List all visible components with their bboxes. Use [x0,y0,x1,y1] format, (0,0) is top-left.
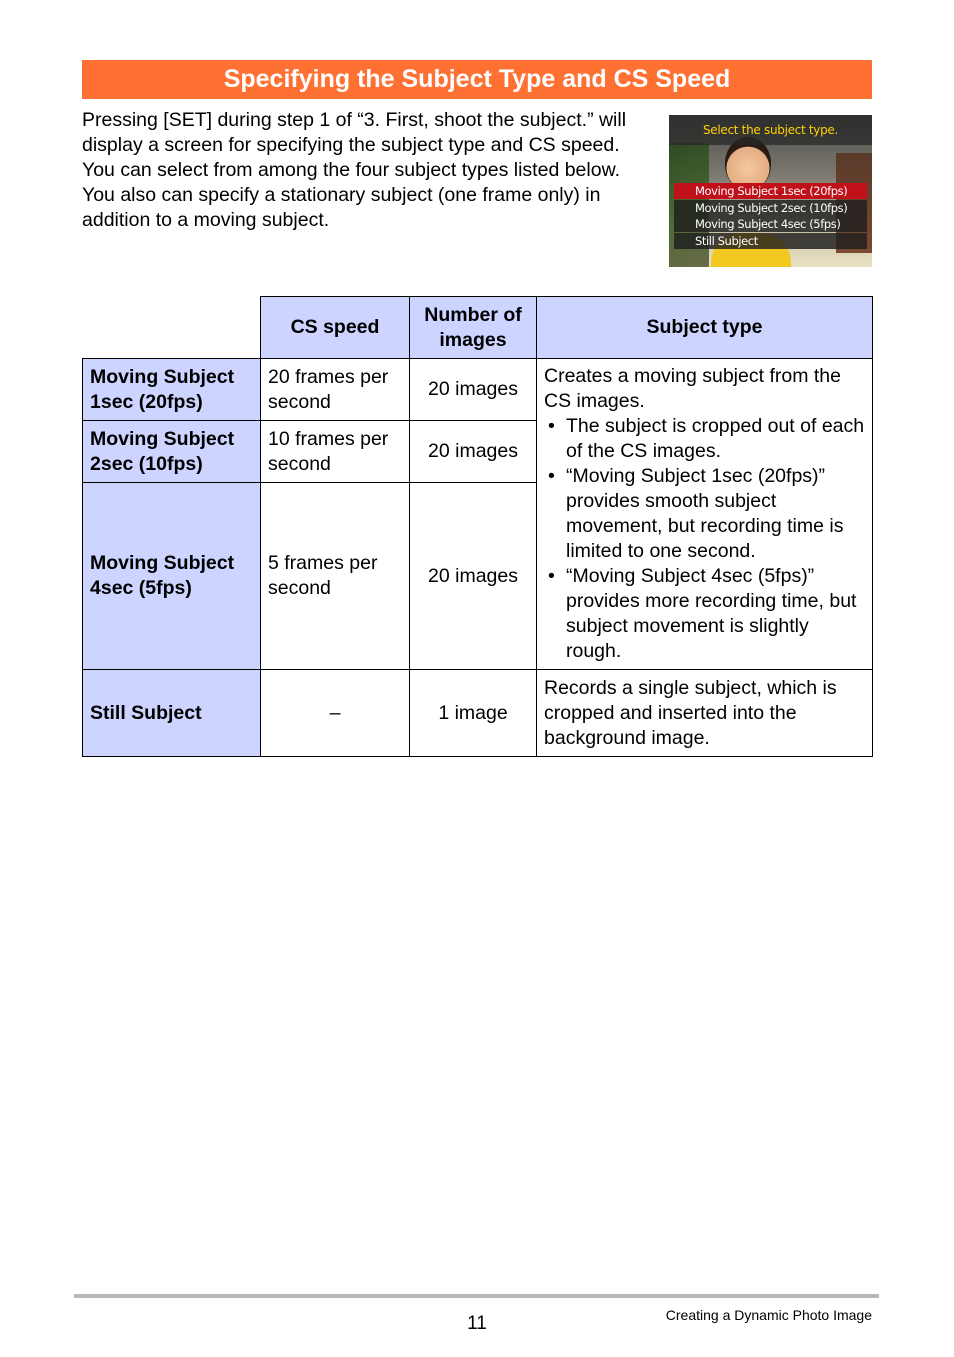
camera-screen-image [669,115,872,267]
intro-paragraph-2: You can select from among the four subject types listed below. You also can specify a stationary subject (one frame only) in addition to a moving subject. [82,159,621,231]
row-name: Still Subject [83,670,261,757]
section-title: Specifying the Subject Type and CS Speed [82,60,872,99]
table-header-row [83,297,873,359]
row-images: 1 image [410,670,537,757]
subject-type-menu [674,183,867,250]
moving-desc-bullet: • The subject is cropped out of each of the CS images. [544,414,865,464]
menu-item-still: Still Subject [674,233,867,249]
moving-subject-description [537,359,873,670]
screen-prompt: Select the subject type. [702,123,839,137]
row-name: Moving Subject 2sec (10fps) [83,421,261,483]
intro-text [82,108,652,233]
row-cs-speed: 20 frames per second [261,359,410,421]
moving-desc-bullet: • “Moving Subject 4sec (5fps)” provides more recording time, but subject movement is slightly rough. [544,564,865,664]
intro-paragraph-1: Pressing [SET] during step 1 of “3. First, shoot the subject.” will display a screen for specifying the subject type and CS speed. [82,109,627,156]
row-name: Moving Subject 4sec (5fps) [83,483,261,670]
row-images: 20 images [410,483,537,670]
header-subject-type: Subject type [537,297,873,359]
moving-desc-lead: Creates a moving subject from the CS images. [544,365,841,412]
page-number: 11 [467,1313,487,1334]
table-row [83,670,873,757]
moving-desc-list [544,414,865,664]
menu-item-moving-2sec: Moving Subject 2sec (10fps) [674,200,867,216]
row-name: Moving Subject 1sec (20fps) [83,359,261,421]
menu-item-moving-1sec: Moving Subject 1sec (20fps) [674,183,867,199]
footer-section-name: Creating a Dynamic Photo Image [665,1307,872,1323]
header-cs-speed: CS speed [261,297,410,359]
moving-desc-bullet: • “Moving Subject 1sec (20fps)” provides smooth subject movement, but recording time is limited to one second. [544,464,865,564]
row-cs-speed: 5 frames per second [261,483,410,670]
header-number-of-images: Number of images [410,297,537,359]
row-images: 20 images [410,421,537,483]
row-cs-speed: – [261,670,410,757]
row-images: 20 images [410,359,537,421]
menu-item-moving-4sec: Moving Subject 4sec (5fps) [674,216,867,232]
table-row [83,359,873,421]
footer-divider [74,1294,879,1298]
still-subject-description: Records a single subject, which is cropped and inserted into the background image. [537,670,873,757]
header-blank-cell [83,297,261,359]
row-cs-speed: 10 frames per second [261,421,410,483]
subject-type-table [82,296,873,757]
